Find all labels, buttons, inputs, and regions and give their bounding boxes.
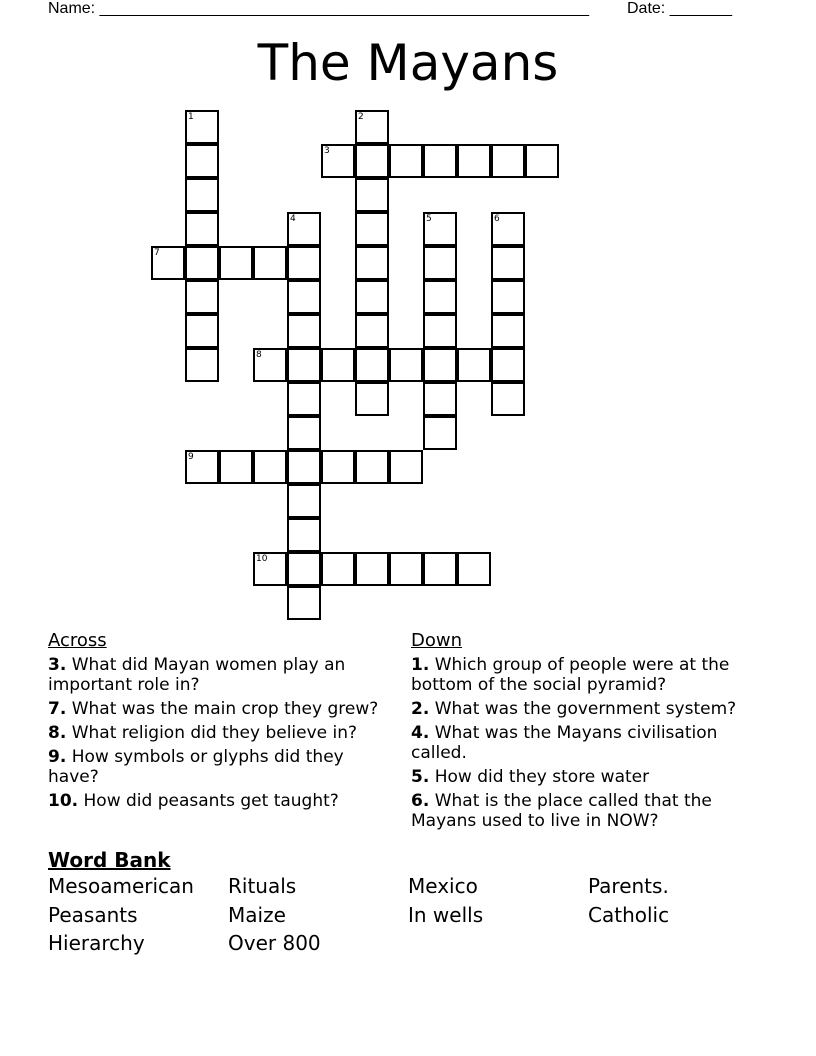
clue-text: What did Mayan women play an important role in? xyxy=(48,655,346,695)
crossword-cell xyxy=(457,552,491,586)
crossword-cell xyxy=(185,212,219,246)
word-bank-word: Catholic xyxy=(588,903,670,927)
crossword-cell xyxy=(185,314,219,348)
clue-text: What was the Mayans civilisation called. xyxy=(411,723,718,763)
crossword-cell xyxy=(287,212,321,246)
cell-number: 6 xyxy=(494,214,500,224)
crossword-cell xyxy=(321,552,355,586)
cell-number: 9 xyxy=(188,452,194,462)
cell-number: 3 xyxy=(324,146,330,156)
crossword-cell xyxy=(491,382,525,416)
crossword-cell xyxy=(287,484,321,518)
down-clue xyxy=(411,767,766,787)
crossword-cell xyxy=(321,144,355,178)
crossword-cell xyxy=(287,450,321,484)
crossword-cell xyxy=(185,348,219,382)
crossword-cell xyxy=(355,314,389,348)
crossword-cell xyxy=(423,314,457,348)
clue-text: What is the place called that the Mayans used to live in NOW? xyxy=(411,791,712,831)
crossword-cell xyxy=(253,348,287,382)
crossword-cell xyxy=(219,450,253,484)
crossword-cell xyxy=(355,246,389,280)
crossword-cell xyxy=(389,348,423,382)
clue-number: 8. xyxy=(48,723,67,743)
crossword-cell xyxy=(491,212,525,246)
crossword-cell xyxy=(287,518,321,552)
crossword-cell xyxy=(355,144,389,178)
cell-number: 10 xyxy=(256,554,268,564)
crossword-cell xyxy=(253,450,287,484)
down-heading: Down xyxy=(411,630,463,651)
across-clue xyxy=(48,723,393,743)
crossword-cell xyxy=(525,144,559,178)
word-bank-word: Peasants xyxy=(48,903,138,927)
crossword-cell xyxy=(491,314,525,348)
crossword-cell xyxy=(355,552,389,586)
clue-number: 3. xyxy=(48,655,67,675)
down-clue xyxy=(411,791,766,831)
cell-number: 7 xyxy=(154,248,160,258)
clue-number: 2. xyxy=(411,699,430,719)
crossword-cell xyxy=(185,280,219,314)
crossword-cell xyxy=(423,280,457,314)
crossword-cell xyxy=(355,212,389,246)
clue-number: 1. xyxy=(411,655,430,675)
across-clue-list xyxy=(48,655,393,815)
crossword-cell xyxy=(457,348,491,382)
crossword-cell xyxy=(355,348,389,382)
clue-text: What religion did they believe in? xyxy=(66,723,358,743)
crossword-cell xyxy=(457,144,491,178)
clue-text: What was the main crop they grew? xyxy=(66,699,379,719)
clue-text: What was the government system? xyxy=(429,699,737,719)
crossword-cell xyxy=(423,348,457,382)
cell-number: 2 xyxy=(358,112,364,122)
name-line: Name: _______________________________________________________ xyxy=(48,0,589,17)
clue-text: How symbols or glyphs did they have? xyxy=(48,747,344,787)
cell-number: 8 xyxy=(256,350,262,360)
across-heading: Across xyxy=(48,630,107,651)
crossword-cell xyxy=(219,246,253,280)
crossword-cell xyxy=(185,246,219,280)
clue-number: 10. xyxy=(48,791,79,811)
crossword-cell xyxy=(423,246,457,280)
crossword-cell xyxy=(423,552,457,586)
word-bank-word: Rituals xyxy=(228,874,297,898)
clue-number: 4. xyxy=(411,723,430,743)
crossword-cell xyxy=(185,110,219,144)
word-bank-word: Mesoamerican xyxy=(48,874,194,898)
crossword-cell xyxy=(185,450,219,484)
word-bank-word: Maize xyxy=(228,903,286,927)
crossword-cell xyxy=(491,280,525,314)
across-clue xyxy=(48,747,393,787)
crossword-cell xyxy=(389,450,423,484)
clue-text: Which group of people were at the bottom of the social pyramid? xyxy=(411,655,730,695)
crossword-cell xyxy=(287,348,321,382)
clue-text: How did they store water xyxy=(429,767,650,787)
crossword-cell xyxy=(321,450,355,484)
crossword-cell xyxy=(389,552,423,586)
page-title: The Mayans xyxy=(257,34,559,92)
word-bank-word: Parents. xyxy=(588,874,669,898)
down-clue-list xyxy=(411,655,766,835)
crossword-cell xyxy=(491,348,525,382)
crossword-cell xyxy=(423,212,457,246)
crossword-cell xyxy=(287,314,321,348)
clue-text: How did peasants get taught? xyxy=(78,791,339,811)
crossword-cell xyxy=(287,552,321,586)
crossword-cell xyxy=(491,246,525,280)
cell-number: 4 xyxy=(290,214,296,224)
down-clue xyxy=(411,723,766,763)
crossword-cell xyxy=(287,382,321,416)
cell-number: 1 xyxy=(188,112,194,122)
across-clue xyxy=(48,699,393,719)
crossword-cell xyxy=(355,450,389,484)
crossword-cell xyxy=(253,552,287,586)
crossword-cell xyxy=(287,246,321,280)
crossword-cell xyxy=(355,178,389,212)
word-bank-word: Mexico xyxy=(408,874,478,898)
clue-number: 6. xyxy=(411,791,430,811)
crossword-cell xyxy=(423,382,457,416)
crossword-cell xyxy=(287,280,321,314)
across-clue xyxy=(48,655,393,695)
crossword-cell xyxy=(185,144,219,178)
clue-number: 5. xyxy=(411,767,430,787)
crossword-cell xyxy=(389,144,423,178)
crossword-cell xyxy=(491,144,525,178)
word-bank-heading: Word Bank xyxy=(48,848,171,872)
down-clue xyxy=(411,699,766,719)
crossword-cell xyxy=(287,586,321,620)
crossword-cell xyxy=(287,416,321,450)
word-bank-word: Hierarchy xyxy=(48,931,145,955)
clue-number: 9. xyxy=(48,747,67,767)
crossword-cell xyxy=(423,144,457,178)
crossword-cell xyxy=(355,110,389,144)
word-bank-word: Over 800 xyxy=(228,931,321,955)
clue-number: 7. xyxy=(48,699,67,719)
date-line: Date: _______ xyxy=(627,0,732,17)
crossword-cell xyxy=(253,246,287,280)
crossword-cell xyxy=(321,348,355,382)
down-clue xyxy=(411,655,766,695)
cell-number: 5 xyxy=(426,214,432,224)
crossword-cell xyxy=(151,246,185,280)
word-bank-word: In wells xyxy=(408,903,484,927)
crossword-cell xyxy=(355,280,389,314)
across-clue xyxy=(48,791,393,811)
crossword-cell xyxy=(185,178,219,212)
crossword-cell xyxy=(423,416,457,450)
crossword-cell xyxy=(355,382,389,416)
